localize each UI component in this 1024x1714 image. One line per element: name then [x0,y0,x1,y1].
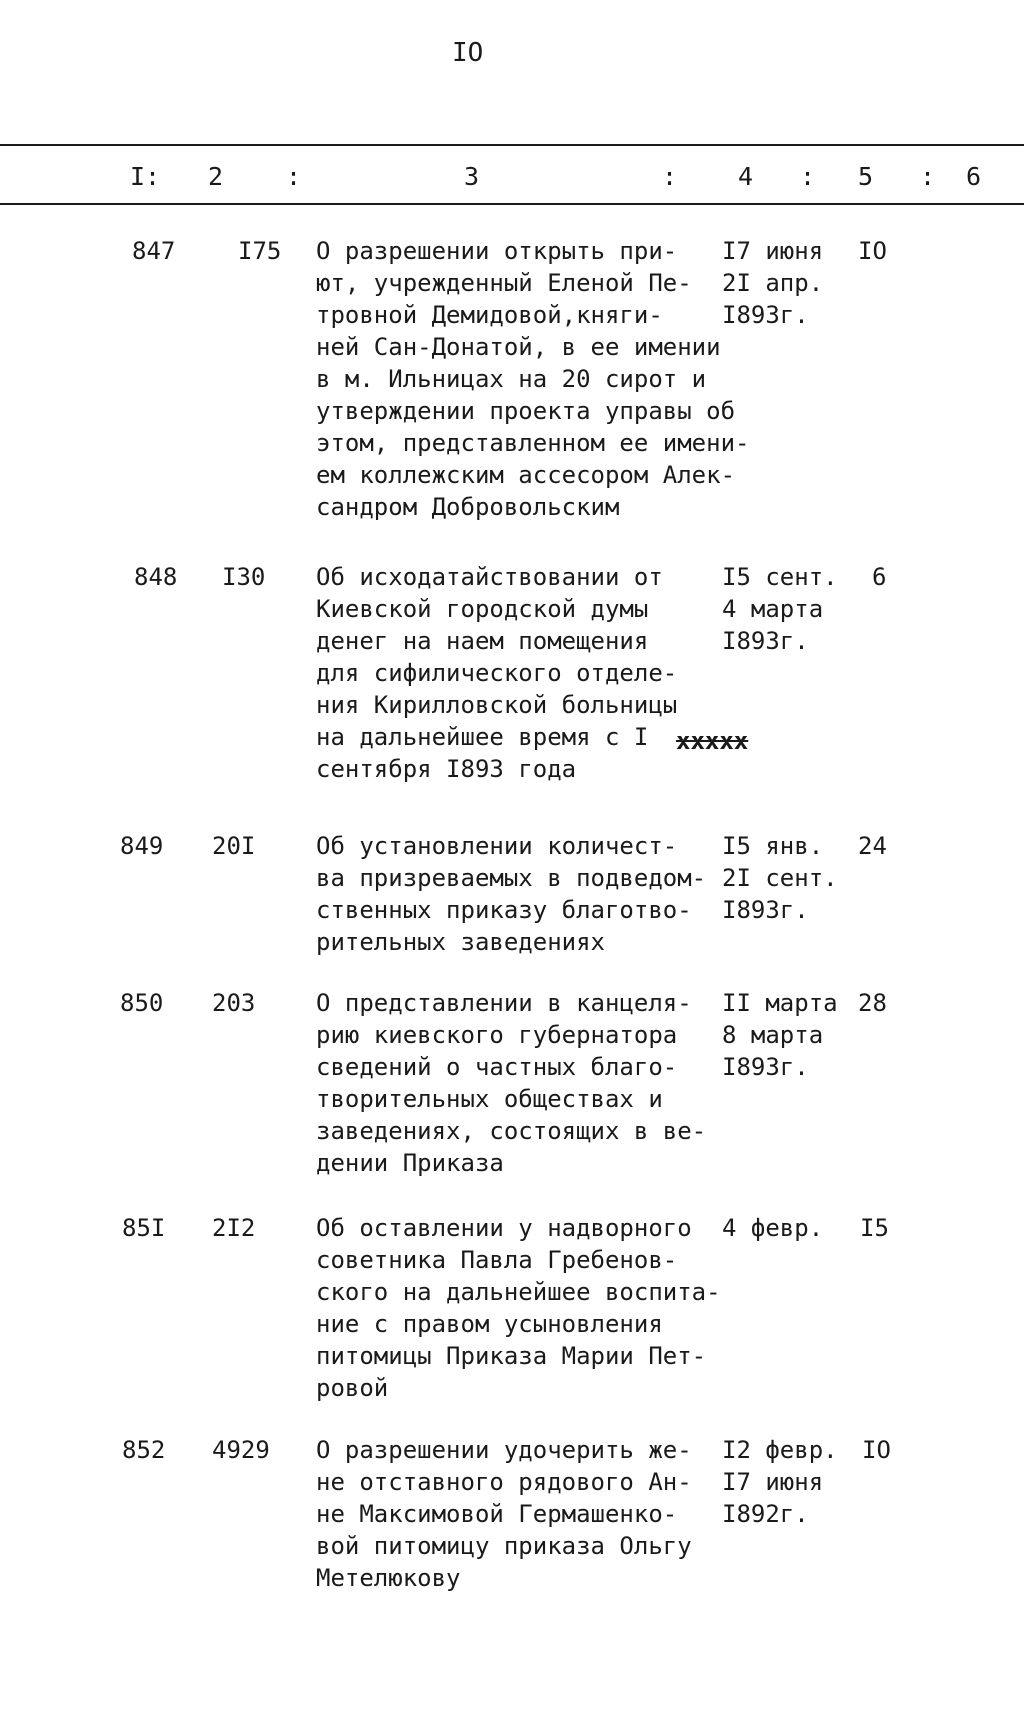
record-pages: IO [862,1436,891,1464]
header-top-rule [0,144,1024,146]
record-title: О разрешении удочерить же- не отставного рядового Ан- не Максимовой Гермашенко- вой питомицу приказа Ольгу Метелюкову [316,1436,692,1592]
record-dates: II марта 8 марта I893г. [722,989,838,1081]
record-pages: 24 [858,832,887,860]
record-title: Об установлении количест- ва призреваемых в подведом- ственных приказу благотво- рительных заведениях [316,832,707,956]
header-sep2: : [662,162,678,191]
case-number: 4929 [212,1436,270,1464]
record-title: О представлении в канцеля- рию киевского губернатора сведений о частных благо- творительных обществах и заведениях, состоящих в ве- дении Приказа [316,989,707,1177]
struck-over-word: ххххх [676,727,749,755]
record-pages: IO [858,237,887,265]
header-sep1: : [286,162,302,191]
header-bottom-rule [0,203,1024,205]
record-pages: 6 [872,563,887,591]
record-number: 849 [120,832,164,860]
record-number: 848 [134,563,178,591]
header-col1: I: [130,162,161,191]
record-dates: I7 июня 2I апр. I893г. [722,237,824,329]
page-number: IO [452,38,484,68]
header-sep3: : [800,162,816,191]
record-dates: 4 февр. [722,1214,824,1242]
header-col5: 5 [858,162,874,191]
record-pages: I5 [860,1214,889,1242]
header-sep4: : [920,162,936,191]
case-number: I75 [238,237,282,265]
record-dates: I5 сент. 4 марта I893г. [722,563,838,655]
case-number: 203 [212,989,256,1017]
header-col2: 2 [208,162,224,191]
record-dates: I2 февр. I7 июня I892г. [722,1436,838,1528]
record-number: 847 [132,237,176,265]
header-col6: 6 [966,162,982,191]
record-number: 85I [122,1214,166,1242]
record-number: 850 [120,989,164,1017]
record-number: 852 [122,1436,166,1464]
case-number: 2I2 [212,1214,256,1242]
case-number: 20I [212,832,256,860]
case-number: I30 [222,563,266,591]
record-title: О разрешении открыть при- ют, учрежденный Еленой Пе- тровной Демидовой,княги- ней Сан-Донатой, в ее имении в м. Ильницах на 20 сирот и утверждении проекта управы об этом, представленном ее имени- ем коллежским ассесором Алек- сандром Добровольским [316,237,750,521]
record-title: Об исходатайствовании от Киевской городской думы денег на наем помещения для сифилического отделе- ния Кирилловской больницы на дальнейшее время с I сентября I893 года [316,563,678,783]
header-col3: 3 [464,162,480,191]
record-pages: 28 [858,989,887,1017]
header-col4: 4 [738,162,754,191]
record-title: Об оставлении у надворного советника Павла Гребенов- ского на дальнейшее воспита- ние с правом усыновления питомицы Приказа Марии Пет- ровой [316,1214,721,1402]
record-dates: I5 янв. 2I сент. I893г. [722,832,838,924]
